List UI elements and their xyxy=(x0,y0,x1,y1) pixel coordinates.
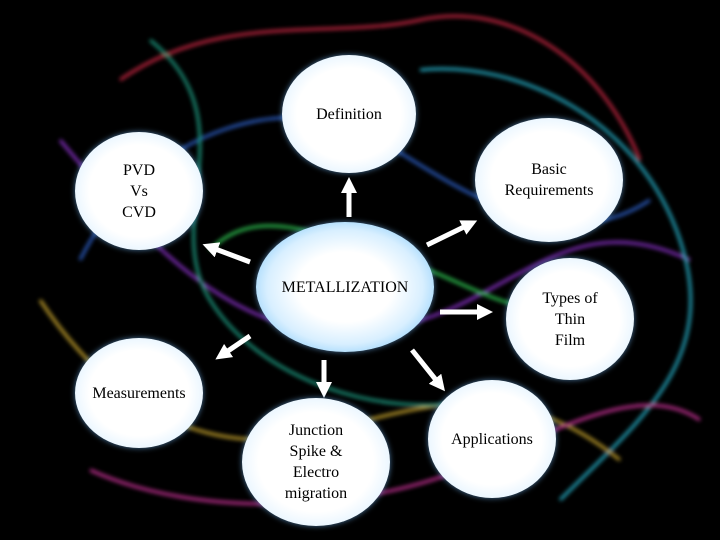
node-pvd-vs-cvd xyxy=(75,132,203,250)
node-applications xyxy=(428,380,556,498)
node-junction-spike xyxy=(242,398,390,526)
node-measurements xyxy=(75,338,203,448)
node-metallization-label: METALLIZATION xyxy=(281,279,409,296)
node-junction-spike-label: Junction Spike & Electro migration xyxy=(284,422,348,502)
node-types-of-thin-film xyxy=(506,258,634,380)
arrow-to-pvd-vs-cvd xyxy=(210,247,250,262)
node-types-of-thin-film-label: Types of Thin Film xyxy=(542,289,598,349)
node-definition-label: Definition xyxy=(316,105,382,123)
arrow-to-applications xyxy=(412,350,440,385)
node-measurements-label: Measurements xyxy=(92,384,186,402)
arrow-to-measurements xyxy=(222,336,250,355)
node-applications-label: Applications xyxy=(451,430,533,448)
arrow-to-basic-requirements xyxy=(427,224,470,245)
node-pvd-vs-cvd-label: PVD Vs CVD xyxy=(122,161,156,221)
node-basic-requirements xyxy=(475,118,623,242)
node-definition xyxy=(282,55,416,173)
node-metallization xyxy=(256,222,434,352)
node-basic-requirements-label: Basic Requirements xyxy=(504,161,594,199)
